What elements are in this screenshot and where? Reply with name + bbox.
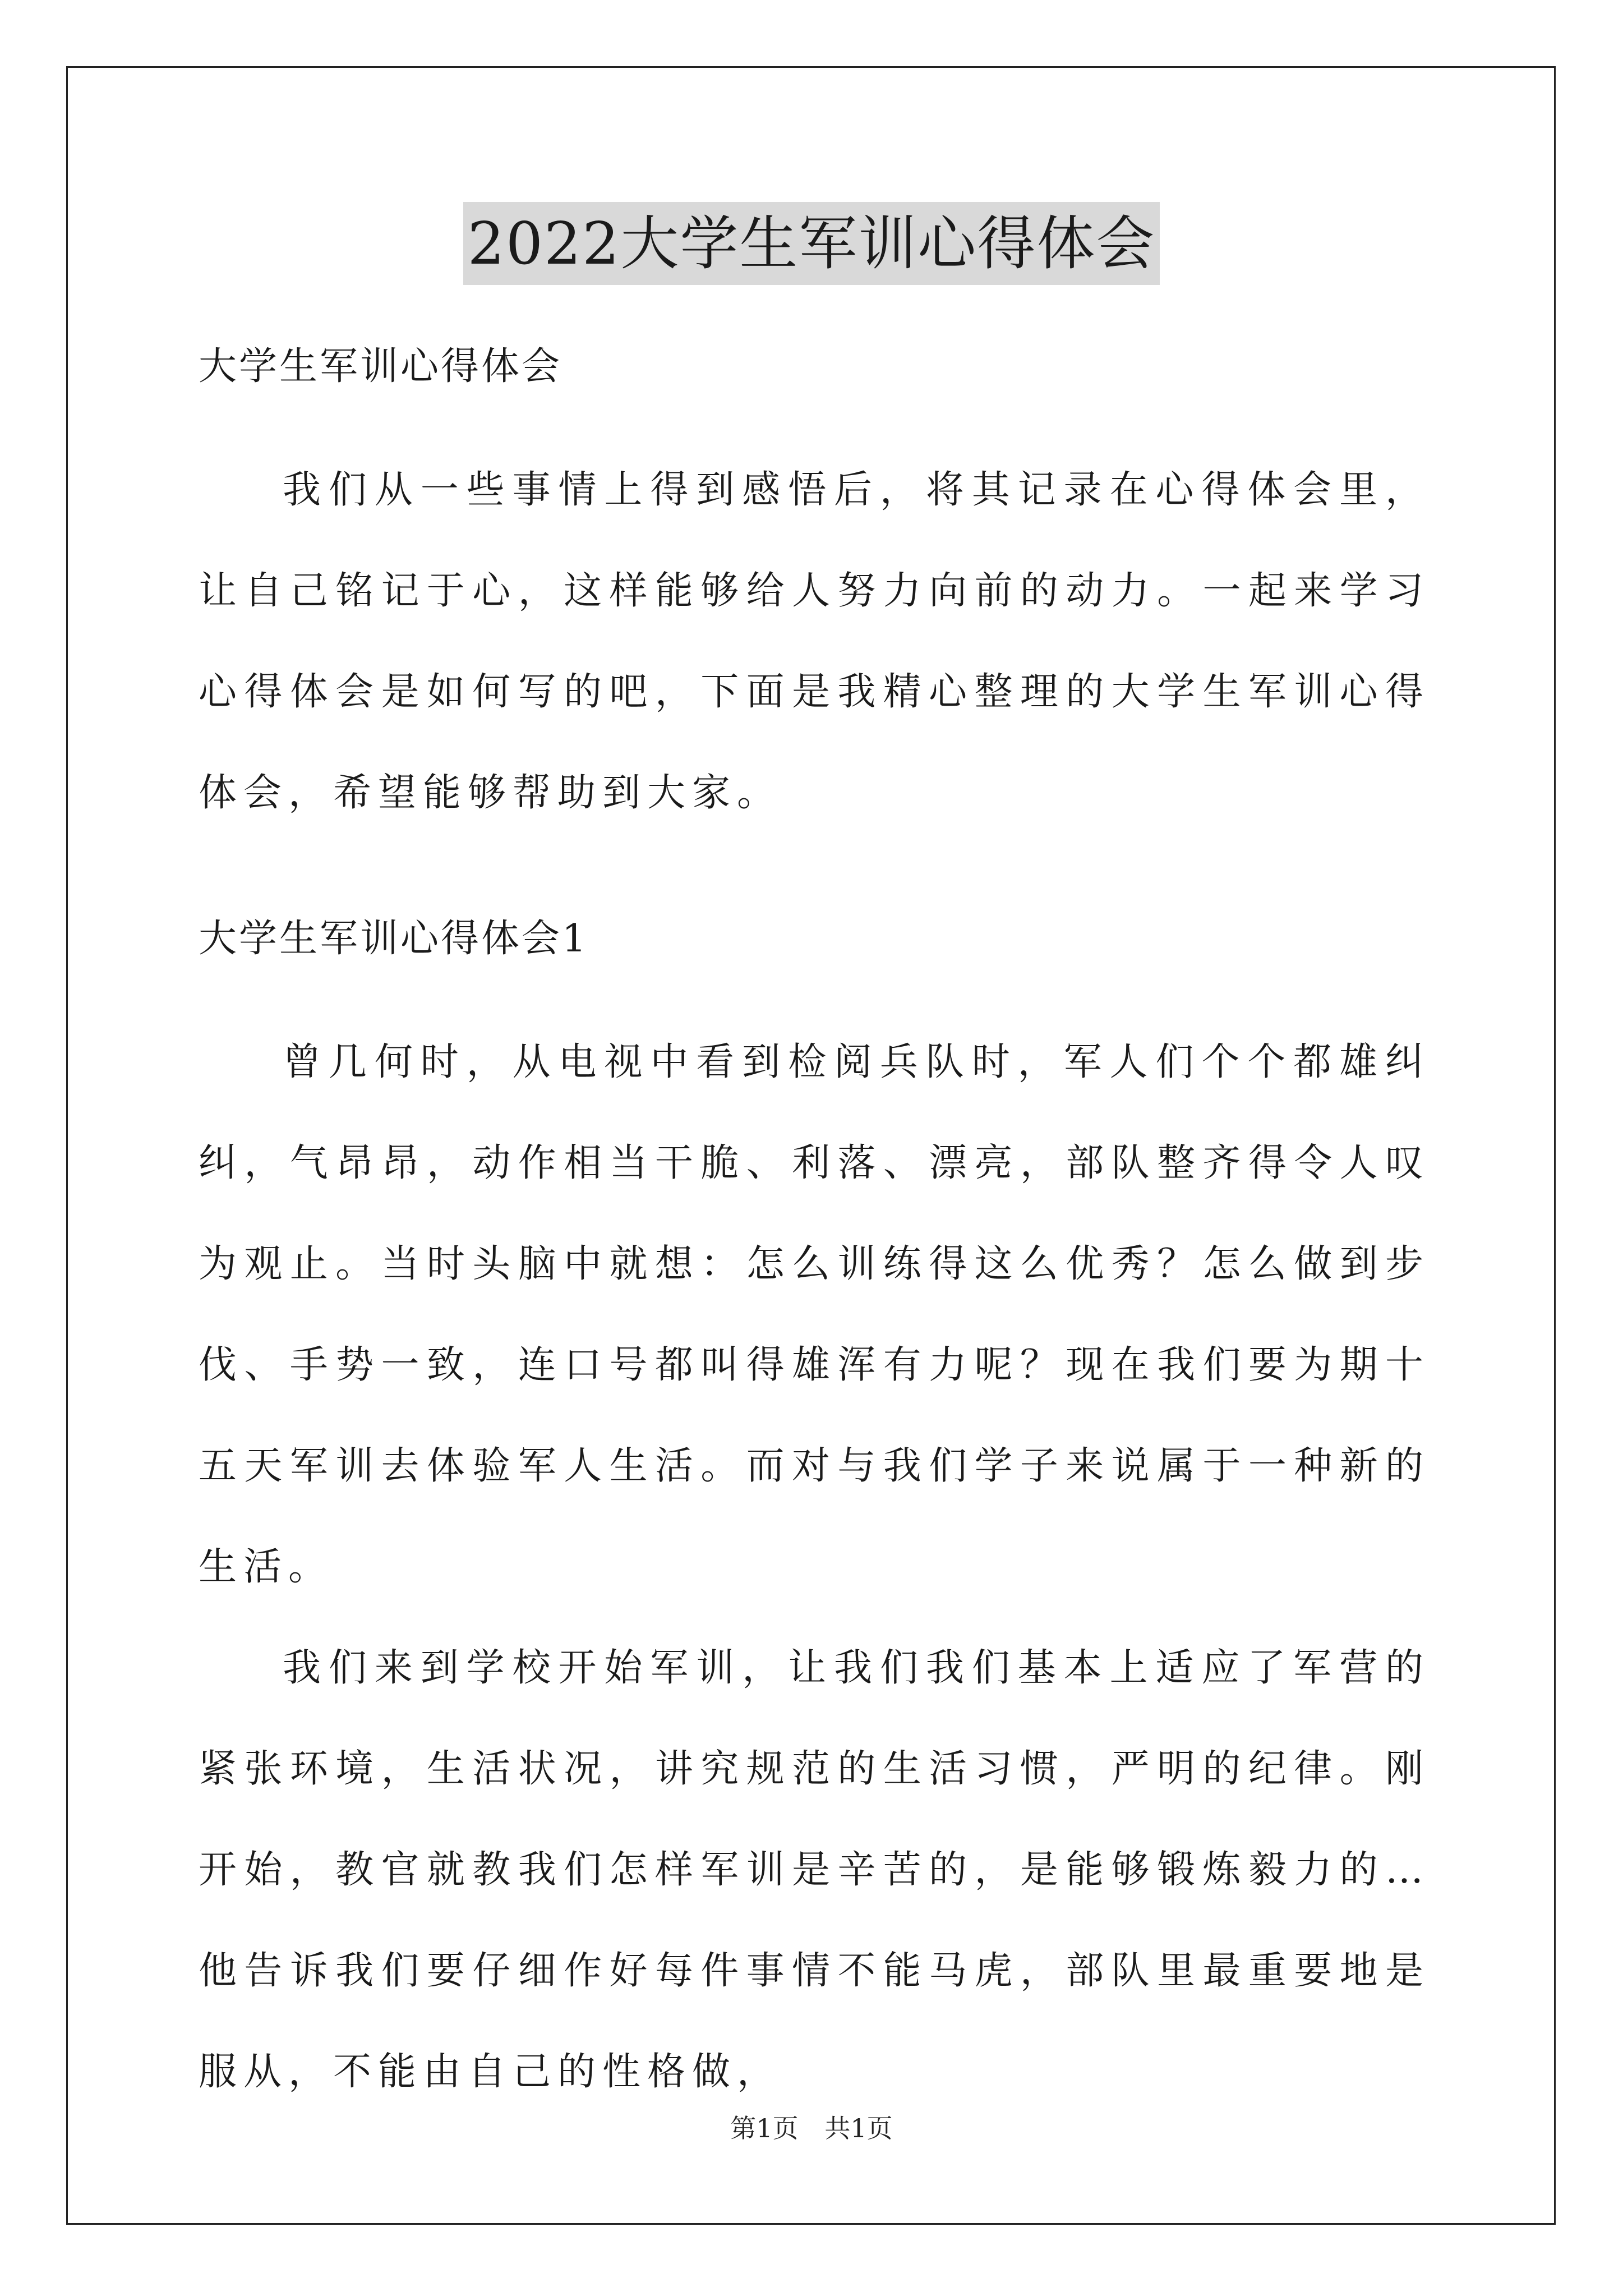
page-footer	[0, 2111, 1623, 2145]
page-total: 共1页	[824, 2113, 893, 2143]
document-title: 2022大学生军训心得体会	[463, 202, 1160, 285]
page-current: 第1页	[730, 2113, 799, 2143]
section-paragraph-2: 我们来到学校开始军训，让我们我们基本上适应了军营的紧张环境，生活状况，讲究规范的生活习惯，严明的纪律。刚开始，教官就教我们怎样军训是辛苦的，是能够锻炼毅力的…他告诉我们要仔细作好每件事情不能马虎，部队里最重要地是服从，不能由自己的性格做，	[199, 1646, 1430, 2094]
section-heading: 大学生军训心得体会1	[199, 917, 589, 961]
intro-paragraph: 我们从一些事情上得到感悟后，将其记录在心得体会里，让自己铭记于心，这样能够给人努力向前的动力。一起来学习心得体会是如何写的吧，下面是我精心整理的大学生军训心得体会，希望能够帮助到大家。	[199, 468, 1430, 815]
document-body	[199, 339, 1430, 2123]
intro-heading: 大学生军训心得体会	[199, 344, 562, 389]
title-container	[0, 202, 1623, 285]
section-paragraph-1: 曾几何时，从电视中看到检阅兵队时，军人们个个都雄纠纠，气昂昂，动作相当干脆、利落、漂亮，部队整齐得令人叹为观止。当时头脑中就想：怎么训练得这么优秀？怎么做到步伐、手势一致，连口号都叫得雄浑有力呢？现在我们要为期十五天军训去体验军人生活。而对与我们学子来说属于一种新的生活。	[199, 1040, 1430, 1589]
